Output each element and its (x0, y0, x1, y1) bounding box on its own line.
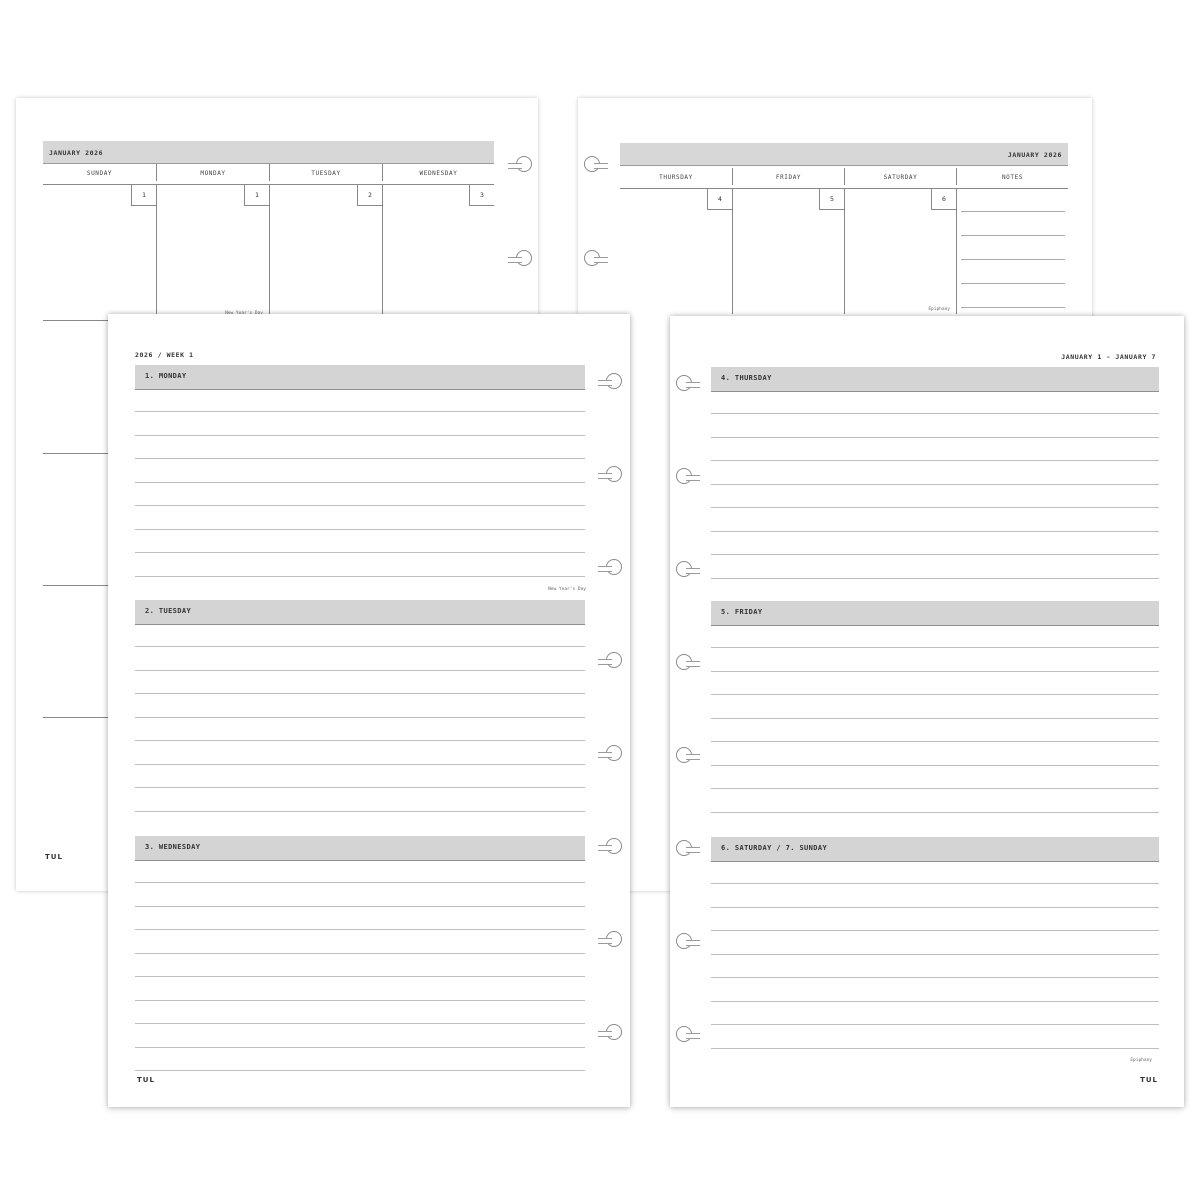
brand-logo: TUL (1140, 1076, 1158, 1084)
day-section-title: 2. TUESDAY (145, 607, 192, 615)
binder-disc-slot (604, 371, 624, 393)
ruled-line (135, 882, 585, 883)
holiday-label: Epiphany (1130, 1058, 1152, 1063)
weekday-label: THURSDAY (659, 174, 693, 181)
ruled-line (135, 1023, 585, 1024)
ruled-line (135, 482, 585, 483)
ruled-line (711, 765, 1159, 766)
ruled-line (135, 717, 585, 718)
ruled-line (711, 460, 1159, 461)
ruled-line (711, 554, 1159, 555)
day-section-title: 3. WEDNESDAY (145, 843, 201, 851)
ruled-line (711, 1024, 1159, 1025)
ruled-line (711, 694, 1159, 695)
weekday-header-row (43, 164, 494, 181)
ruled-line (135, 552, 585, 553)
binder-disc-slot (674, 745, 694, 767)
binder-disc-slot (604, 929, 624, 951)
ruled-line (711, 647, 1159, 648)
day-cell[interactable] (43, 185, 156, 318)
binder-disc-slot (604, 557, 624, 579)
ruled-line (135, 458, 585, 459)
weekday-label: WEDNESDAY (382, 164, 494, 181)
day-section-header (135, 600, 585, 625)
ruled-line (711, 977, 1159, 978)
binder-disc-slot (604, 464, 624, 486)
ruled-line (711, 671, 1159, 672)
day-section-title: 6. SATURDAY / 7. SUNDAY (721, 844, 828, 852)
day-cell[interactable] (156, 185, 269, 318)
day-section-title: 5. FRIDAY (721, 608, 763, 616)
date-number: 1 (244, 185, 269, 206)
ruled-line (135, 670, 585, 671)
ruled-line (135, 1047, 585, 1048)
month-header-bar (620, 143, 1068, 166)
ruled-line (711, 907, 1159, 908)
binder-disc-slot (604, 1022, 624, 1044)
week-date-range: JANUARY 1 - JANUARY 7 (1061, 353, 1156, 361)
brand-logo: TUL (45, 853, 63, 861)
weekday-label: SATURDAY (844, 168, 956, 185)
weekday-header-row (620, 168, 1068, 185)
ruled-line (711, 954, 1159, 955)
holiday-label: New Year's Day (548, 587, 586, 592)
weekday-label: MONDAY (156, 164, 269, 181)
ruled-line (135, 411, 585, 412)
month-title: JANUARY 2026 (1007, 151, 1062, 159)
binder-disc-slot (582, 154, 602, 176)
ruled-line (135, 976, 585, 977)
binder-disc-slot (582, 248, 602, 270)
day-cell[interactable] (382, 185, 494, 318)
day-cell[interactable] (732, 189, 844, 314)
ruled-line (135, 576, 585, 577)
notes-label: NOTES (956, 168, 1068, 185)
ruled-line (135, 646, 585, 647)
binder-disc-slot (674, 838, 694, 860)
binder-disc-slot (674, 931, 694, 953)
ruled-line (135, 811, 585, 812)
ruled-line (135, 1070, 585, 1071)
binder-disc-slot (674, 652, 694, 674)
weekday-label: SUNDAY (86, 170, 113, 177)
holiday-label: Epiphany (928, 307, 950, 312)
month-grid (620, 189, 1068, 314)
ruled-line (135, 505, 585, 506)
ruled-line (711, 718, 1159, 719)
ruled-line (135, 953, 585, 954)
binder-disc-slot (604, 836, 624, 858)
ruled-line (135, 740, 585, 741)
binder-disc-slot (674, 1024, 694, 1046)
day-cell[interactable] (269, 185, 382, 318)
day-section-header (135, 836, 585, 861)
ruled-line (711, 788, 1159, 789)
ruled-line (711, 930, 1159, 931)
ruled-line (135, 787, 585, 788)
week-header: 2026 / WEEK 1 (135, 351, 194, 359)
binder-disc-slot (604, 743, 624, 765)
ruled-line (711, 883, 1159, 884)
binder-disc-slot (514, 248, 534, 270)
day-section-header (711, 601, 1159, 626)
binder-disc-slot (674, 373, 694, 395)
ruled-line (135, 693, 585, 694)
ruled-line (711, 578, 1159, 579)
ruled-line (711, 507, 1159, 508)
month-title: JANUARY 2026 (49, 149, 104, 157)
date-number: 5 (819, 189, 844, 210)
binder-disc-slot (674, 559, 694, 581)
date-number: 3 (469, 185, 494, 206)
binder-disc-slot (514, 154, 534, 176)
month-grid (43, 185, 494, 318)
ruled-line (711, 484, 1159, 485)
ruled-line (135, 764, 585, 765)
ruled-line (135, 529, 585, 530)
ruled-line (135, 906, 585, 907)
day-section-header (135, 365, 585, 390)
ruled-line (711, 437, 1159, 438)
ruled-line (135, 929, 585, 930)
weekday-label: TUESDAY (269, 164, 382, 181)
month-header-bar (43, 141, 494, 164)
day-section-header (711, 837, 1159, 862)
ruled-line (711, 1048, 1159, 1049)
weekly-page-left (108, 314, 630, 1107)
day-cell[interactable] (620, 189, 732, 314)
ruled-line (135, 1000, 585, 1001)
ruled-line (711, 741, 1159, 742)
notes-cell[interactable] (956, 189, 1068, 314)
brand-logo: TUL (137, 1076, 155, 1084)
ruled-line (711, 413, 1159, 414)
weekly-page-right (670, 316, 1184, 1107)
date-number: 2 (357, 185, 382, 206)
day-section-title: 4. THURSDAY (721, 374, 772, 382)
date-number: 6 (931, 189, 956, 210)
binder-disc-slot (674, 466, 694, 488)
day-section-header (711, 367, 1159, 392)
ruled-line (711, 1001, 1159, 1002)
ruled-line (135, 435, 585, 436)
date-number: 1 (131, 185, 156, 206)
ruled-line (711, 812, 1159, 813)
day-section-title: 1. MONDAY (145, 372, 187, 380)
weekday-label: FRIDAY (732, 168, 844, 185)
binder-disc-slot (604, 650, 624, 672)
day-cell[interactable] (844, 189, 956, 314)
date-number: 4 (707, 189, 732, 210)
ruled-line (711, 531, 1159, 532)
